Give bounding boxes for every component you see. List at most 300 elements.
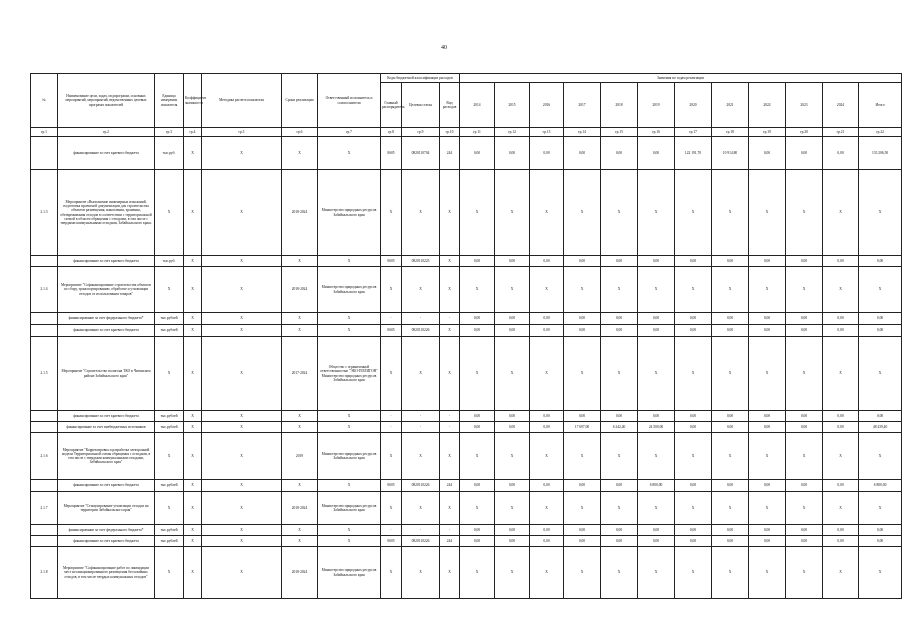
table-cell: 17 697,00 <box>564 422 601 433</box>
table-cell: тыс.рублей <box>155 411 184 422</box>
table-cell: Х <box>318 422 381 433</box>
table-cell: 0605 <box>381 536 402 547</box>
table-cell: 0820110226 <box>402 480 440 492</box>
table-row <box>31 313 902 325</box>
table-cell: Х <box>638 267 675 313</box>
row-number-cell: 2.1.7 <box>31 492 58 525</box>
table-cell: Министерство природных ресурсов Забайкальского края <box>318 170 381 256</box>
table-cell: Х <box>823 492 859 525</box>
table-cell: тыс.рублей <box>155 325 184 337</box>
table-cell: 0,00 <box>675 411 712 422</box>
table-cell: Х <box>749 547 786 599</box>
header-unit: Единица измерения показателя <box>155 74 184 128</box>
table-cell: 2017-2024 <box>282 337 318 411</box>
table-cell: 0,00 <box>530 525 564 536</box>
header-year: 2015 <box>495 83 530 128</box>
table-body <box>31 137 902 599</box>
table-cell: Х <box>155 170 184 256</box>
table-cell: Х <box>184 256 202 267</box>
table-cell: Х <box>202 337 282 411</box>
table-cell: 0,00 <box>823 325 859 337</box>
table-cell: 0,00 <box>712 422 749 433</box>
table-cell: Х <box>749 492 786 525</box>
row-number-cell <box>31 411 58 422</box>
table-cell: 0,00 <box>859 411 902 422</box>
table-cell: Х <box>282 137 318 170</box>
row-name-cell: финансирование за счет федерального бюджета* <box>58 525 155 536</box>
table-cell: 0,00 <box>460 536 495 547</box>
table-cell: 0,00 <box>638 525 675 536</box>
row-number-cell: 2.1.3 <box>31 170 58 256</box>
table-row <box>31 547 902 599</box>
header-year: 2023 <box>786 83 823 128</box>
table-row <box>31 492 902 525</box>
table-cell: 0,00 <box>712 480 749 492</box>
column-number: гр.3 <box>155 128 184 137</box>
table-cell: 0,00 <box>712 536 749 547</box>
table-cell: 0,00 <box>460 137 495 170</box>
table-cell: 0,00 <box>601 325 638 337</box>
table-cell: Х <box>749 433 786 480</box>
column-number: гр.8 <box>381 128 402 137</box>
table-cell: 0,00 <box>564 137 601 170</box>
table-cell: Х <box>530 492 564 525</box>
column-number: гр.11 <box>460 128 495 137</box>
table-cell: 0,00 <box>460 313 495 325</box>
table-cell: тыс.руб. <box>155 137 184 170</box>
table-cell: 2018-2024 <box>282 492 318 525</box>
table-cell: 2019 <box>282 433 318 480</box>
table-cell: Х <box>749 170 786 256</box>
table-cell: Х <box>564 337 601 411</box>
table-cell: Х <box>859 433 902 480</box>
table-cell: - <box>402 525 440 536</box>
table-cell: - <box>402 411 440 422</box>
table-cell: Х <box>184 313 202 325</box>
table-cell: Х <box>786 547 823 599</box>
table-cell: 0,00 <box>564 525 601 536</box>
column-number: гр.14 <box>564 128 601 137</box>
row-name-cell: финансирование за счет краевого бюджета <box>58 325 155 337</box>
table-cell: Х <box>202 480 282 492</box>
table-cell: Х <box>495 170 530 256</box>
table-cell: 2018-2024 <box>282 547 318 599</box>
table-cell: Х <box>601 170 638 256</box>
table-cell: Х <box>675 267 712 313</box>
table-cell: - <box>381 313 402 325</box>
row-name-cell: Мероприятие "Строительство полигона ТКО в Читинском районе Забайкальского края" <box>58 337 155 411</box>
table-cell: 133 206,50 <box>859 137 902 170</box>
table-row <box>31 422 902 433</box>
table-cell: Х <box>460 337 495 411</box>
table-cell: Х <box>155 547 184 599</box>
table-cell: Х <box>184 422 202 433</box>
table-cell: Х <box>440 170 460 256</box>
table-cell: 0605 <box>381 137 402 170</box>
column-number: гр.6 <box>282 128 318 137</box>
column-number: гр.16 <box>638 128 675 137</box>
column-number: гр.19 <box>749 128 786 137</box>
table-cell: Х <box>601 492 638 525</box>
header-years-title: Значения по годам реализации <box>460 74 902 83</box>
table-cell: 0,00 <box>823 137 859 170</box>
table-cell: Х <box>823 433 859 480</box>
table-cell: 0,00 <box>823 256 859 267</box>
table-row <box>31 525 902 536</box>
table-cell: Х <box>823 267 859 313</box>
column-number: гр.7 <box>318 128 381 137</box>
row-number-cell: 2.1.5 <box>31 337 58 411</box>
table-cell: 0605 <box>381 325 402 337</box>
header-term: Сроки реализации <box>282 74 318 128</box>
table-cell: Х <box>282 313 318 325</box>
table-cell: 0,00 <box>495 313 530 325</box>
table-cell: 0,00 <box>749 411 786 422</box>
table-cell: Х <box>712 433 749 480</box>
header-year: 2021 <box>712 83 749 128</box>
table-cell: Х <box>402 433 440 480</box>
table-cell: 0,00 <box>460 411 495 422</box>
table-cell: Х <box>202 256 282 267</box>
table-cell: Х <box>564 267 601 313</box>
row-number-cell <box>31 137 58 170</box>
table-row <box>31 256 902 267</box>
table-cell: Х <box>202 525 282 536</box>
table-cell: Х <box>184 525 202 536</box>
table-cell: 0,00 <box>749 137 786 170</box>
table-cell: - <box>381 525 402 536</box>
row-name-cell: финансирование за счет краевого бюджета <box>58 137 155 170</box>
table-cell: 0,00 <box>675 313 712 325</box>
table-cell: Х <box>155 267 184 313</box>
header-year: 2019 <box>638 83 675 128</box>
table-cell: 0,00 <box>638 325 675 337</box>
table-cell: Х <box>318 480 381 492</box>
table-cell: 0,00 <box>823 313 859 325</box>
row-number-cell <box>31 525 58 536</box>
header-kbk: Коды бюджетной классификации расходов <box>381 74 460 83</box>
row-name-cell: финансирование за счет краевого бюджета <box>58 480 155 492</box>
table-cell: Х <box>184 267 202 313</box>
table-cell: 0,00 <box>601 480 638 492</box>
row-name-cell: Мероприятие "Софинансирование работ по ликвидации мест несанкционированного размещения бесхозяйных отходов, в том числе твердых коммунальных отходов" <box>58 547 155 599</box>
table-cell: Х <box>601 267 638 313</box>
column-number: гр.4 <box>184 128 202 137</box>
row-number-cell: 2.1.6 <box>31 433 58 480</box>
table-cell: Х <box>440 256 460 267</box>
table-cell: Х <box>495 337 530 411</box>
column-number: гр.10 <box>440 128 460 137</box>
table-cell: тыс.руб. <box>155 256 184 267</box>
table-cell: 0,00 <box>530 480 564 492</box>
table-cell: Х <box>184 411 202 422</box>
table-row <box>31 433 902 480</box>
column-numbers-row <box>31 128 902 137</box>
table-cell: 0,00 <box>530 137 564 170</box>
column-number: гр.9 <box>402 128 440 137</box>
table-cell: 0,00 <box>749 313 786 325</box>
table-cell: Х <box>184 492 202 525</box>
table-cell: Х <box>786 337 823 411</box>
table-cell: Х <box>282 256 318 267</box>
row-name-cell: финансирование за счет краевого бюджета <box>58 536 155 547</box>
table-cell: Х <box>184 337 202 411</box>
table-row <box>31 411 902 422</box>
table-cell: Х <box>155 492 184 525</box>
column-number: гр.20 <box>786 128 823 137</box>
table-cell: - <box>402 313 440 325</box>
table-cell: Х <box>402 547 440 599</box>
table-cell: Х <box>202 492 282 525</box>
table-cell: Х <box>381 433 402 480</box>
column-number: гр.5 <box>202 128 282 137</box>
table-cell: Х <box>318 256 381 267</box>
table-cell: 0,00 <box>564 536 601 547</box>
table-cell: Х <box>402 170 440 256</box>
table-cell: Х <box>786 433 823 480</box>
table-cell: 0,00 <box>530 256 564 267</box>
table-cell: Х <box>318 525 381 536</box>
table-cell: 0,00 <box>460 256 495 267</box>
table-cell: - <box>440 525 460 536</box>
table-cell: Х <box>318 411 381 422</box>
table-cell: Х <box>440 433 460 480</box>
table-cell: 10 914,80 <box>712 137 749 170</box>
table-cell: 0,00 <box>712 325 749 337</box>
table-cell: Х <box>318 137 381 170</box>
table-cell: Х <box>318 313 381 325</box>
table-cell: Х <box>202 170 282 256</box>
table-cell: 0,00 <box>530 422 564 433</box>
row-name-cell: финансирование за счет краевого бюджета <box>58 256 155 267</box>
table-row <box>31 536 902 547</box>
header-csr: Целевая статья <box>402 83 440 128</box>
table-cell: Х <box>638 170 675 256</box>
row-number-cell <box>31 480 58 492</box>
row-name-cell: финансирование за счет краевого бюджета <box>58 411 155 422</box>
table-cell: Х <box>859 170 902 256</box>
row-number-cell <box>31 422 58 433</box>
table-cell: Х <box>749 337 786 411</box>
table-cell: Министерство природных ресурсов Забайкальского края <box>318 433 381 480</box>
table-cell: 0,00 <box>530 536 564 547</box>
table-cell: 0,00 <box>823 411 859 422</box>
table-cell: 244 <box>440 536 460 547</box>
table-cell: 0,00 <box>712 256 749 267</box>
table-cell: Х <box>712 170 749 256</box>
table-cell: Х <box>638 433 675 480</box>
table-cell: Х <box>564 170 601 256</box>
table-cell: Х <box>638 547 675 599</box>
table-cell: Х <box>440 267 460 313</box>
table-cell: 0,00 <box>564 411 601 422</box>
table-cell: Х <box>402 337 440 411</box>
table-cell: Х <box>184 325 202 337</box>
table-cell: Х <box>749 267 786 313</box>
table-cell: 0605 <box>381 480 402 492</box>
table-cell: 0,00 <box>786 137 823 170</box>
table-cell: Х <box>282 525 318 536</box>
table-row <box>31 337 902 411</box>
table-cell: 6 800,00 <box>859 480 902 492</box>
table-cell: 0,00 <box>786 480 823 492</box>
table-cell: 0,00 <box>495 480 530 492</box>
column-number: гр.17 <box>675 128 712 137</box>
table-cell: Х <box>184 536 202 547</box>
row-name-cell: финансирование за счет федерального бюджета* <box>58 313 155 325</box>
column-number: гр.21 <box>823 128 859 137</box>
header-row-1 <box>31 74 902 83</box>
table-cell: 0,00 <box>564 480 601 492</box>
table-cell: Х <box>460 433 495 480</box>
table-cell: 0,00 <box>749 525 786 536</box>
table-cell: - <box>440 313 460 325</box>
table-cell: 0,00 <box>530 411 564 422</box>
table-cell: Х <box>282 536 318 547</box>
table-cell: 0,00 <box>786 422 823 433</box>
column-number: гр.15 <box>601 128 638 137</box>
table-cell: 0,00 <box>749 256 786 267</box>
table-cell: Х <box>859 492 902 525</box>
table-cell: Х <box>530 433 564 480</box>
table-cell: 0,00 <box>638 411 675 422</box>
table-cell: 0,00 <box>712 525 749 536</box>
table-cell: Х <box>440 325 460 337</box>
table-cell: 2018-2024 <box>282 170 318 256</box>
column-number: гр.18 <box>712 128 749 137</box>
table-cell: Х <box>495 547 530 599</box>
table-cell: Х <box>402 267 440 313</box>
table-row <box>31 267 902 313</box>
table-cell: 0,00 <box>675 480 712 492</box>
table-cell: Х <box>184 170 202 256</box>
table-cell: 0,00 <box>859 256 902 267</box>
table-cell: 0,00 <box>786 525 823 536</box>
table-cell: Х <box>823 337 859 411</box>
table-cell: Х <box>675 492 712 525</box>
row-name-cell: финансирование за счет внебюджетных источников <box>58 422 155 433</box>
table-cell: 0,00 <box>601 256 638 267</box>
table-cell: Х <box>282 411 318 422</box>
table-cell: 0,00 <box>749 536 786 547</box>
table-cell: 0,00 <box>749 422 786 433</box>
column-number: гр.12 <box>495 128 530 137</box>
table-cell: Х <box>675 433 712 480</box>
table-cell: Х <box>318 325 381 337</box>
table-cell: Х <box>381 547 402 599</box>
row-number-cell <box>31 313 58 325</box>
header-total: Итого <box>859 83 902 128</box>
table-cell: тыс.рублей <box>155 525 184 536</box>
table-cell: Х <box>460 492 495 525</box>
table-cell: Х <box>675 337 712 411</box>
table-cell: 0,00 <box>786 536 823 547</box>
table-cell: 0,00 <box>495 137 530 170</box>
table-cell: - <box>440 422 460 433</box>
header-coef: Коэффициент значимости <box>184 74 202 128</box>
table-cell: Х <box>859 267 902 313</box>
row-name-cell: Мероприятие "Софинансирование строительства объектов по сбору, транспортированию, обработке и утилизации отходов от использования товаров" <box>58 267 155 313</box>
table-cell: 0,00 <box>638 256 675 267</box>
table-cell: 6 800,00 <box>638 480 675 492</box>
row-name-cell: Мероприятие «Выполнение инженерных изысканий, подготовка проектной документации для строительства объектов размещения, накопления, хранения, обезвреживания отходов в соответствии с территориальной схемой в области обращения с отходами, в том числе с твердыми коммунальными отходами, Забайкальского края» <box>58 170 155 256</box>
column-number: гр.22 <box>859 128 902 137</box>
table-cell: Х <box>282 325 318 337</box>
column-number: гр.1 <box>31 128 58 137</box>
table-cell: Х <box>440 337 460 411</box>
table-cell: Министерство природных ресурсов Забайкальского края <box>318 267 381 313</box>
row-name-cell: Мероприятие "Стимулирование утилизации отходов на территории Забайкальского края" <box>58 492 155 525</box>
table-cell: Х <box>202 411 282 422</box>
row-number-cell: 2.1.8 <box>31 547 58 599</box>
table-cell: 0,00 <box>564 313 601 325</box>
table-cell: 0,00 <box>460 325 495 337</box>
table-cell: 0820110226 <box>402 325 440 337</box>
column-number: гр.13 <box>530 128 564 137</box>
header-year: 2022 <box>749 83 786 128</box>
header-year: 2020 <box>675 83 712 128</box>
table-cell: Х <box>786 492 823 525</box>
table-cell: 0,00 <box>823 536 859 547</box>
table-cell: Х <box>859 337 902 411</box>
table-row <box>31 170 902 256</box>
table-cell: 0,00 <box>675 536 712 547</box>
table-cell: Х <box>202 422 282 433</box>
table-cell: 0,00 <box>495 325 530 337</box>
table-cell: 0,00 <box>675 256 712 267</box>
table-cell: Х <box>282 480 318 492</box>
table-cell: 0,00 <box>675 525 712 536</box>
table-cell: Х <box>638 337 675 411</box>
table-cell: 6 242,40 <box>601 422 638 433</box>
table-row <box>31 325 902 337</box>
table-cell: 0,00 <box>601 313 638 325</box>
table-cell: Х <box>202 433 282 480</box>
header-year: 2014 <box>460 83 495 128</box>
table-cell: 0,00 <box>495 411 530 422</box>
table-cell: - <box>381 411 402 422</box>
table-cell: 0,00 <box>564 325 601 337</box>
table-cell: Х <box>460 547 495 599</box>
table-cell: Х <box>823 547 859 599</box>
table-cell: 48 439,40 <box>859 422 902 433</box>
row-number-cell <box>31 256 58 267</box>
row-name-cell: Мероприятие "Корректировка и разработка электронной модели Территориальной схемы обращения с отходами, в том числе с твердыми коммунальными отходами, Забайкальского края" <box>58 433 155 480</box>
table-cell: 0,00 <box>675 422 712 433</box>
table-cell: Х <box>564 547 601 599</box>
table-cell: Х <box>786 267 823 313</box>
header-vr: Вид расходов <box>440 83 460 128</box>
table-cell: 0,00 <box>495 422 530 433</box>
table-cell: 244 <box>440 137 460 170</box>
table-cell: 0820110704 <box>402 137 440 170</box>
table-cell: 0,00 <box>530 325 564 337</box>
page-number: 40 <box>441 45 447 51</box>
table-cell: Х <box>675 170 712 256</box>
header-year: 2018 <box>601 83 638 128</box>
table-cell: Х <box>712 547 749 599</box>
table-cell: 0,00 <box>749 325 786 337</box>
table-cell: 0,00 <box>460 525 495 536</box>
table-cell: Х <box>530 170 564 256</box>
table-cell: Х <box>460 170 495 256</box>
table-cell: Х <box>202 536 282 547</box>
table-cell: Х <box>202 547 282 599</box>
table-cell: Х <box>495 267 530 313</box>
table-cell: 0,00 <box>712 313 749 325</box>
row-number-cell <box>31 325 58 337</box>
table-cell: - <box>440 411 460 422</box>
